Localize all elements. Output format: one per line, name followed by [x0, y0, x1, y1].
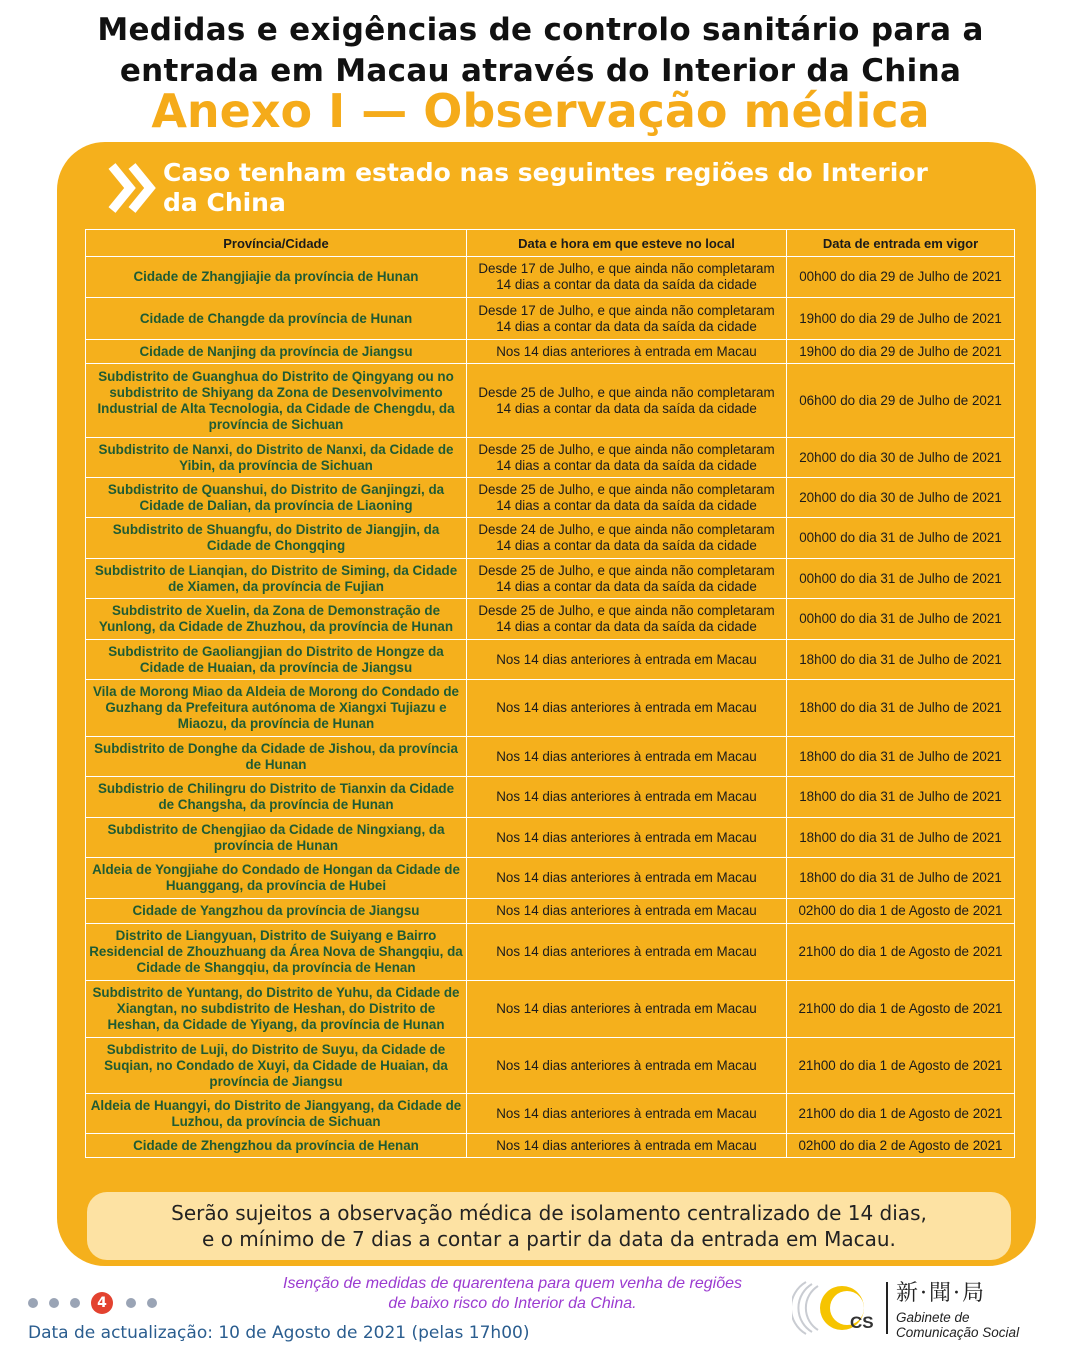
double-chevron-right-icon: [106, 160, 158, 216]
effective-date-cell: 00h00 do dia 29 de Julho de 2021: [787, 257, 1015, 298]
period-cell: Nos 14 dias anteriores à entrada em Macau: [467, 818, 787, 858]
effective-date-cell: 20h00 do dia 30 de Julho de 2021: [787, 478, 1015, 518]
place-cell: Subdistrito de Chengjiao da Cidade de Ningxiang, da província de Hunan: [86, 818, 467, 858]
place-cell: Subdistrito de Quanshui, do Distrito de Ganjingzi, da Cidade de Dalian, da província de Liaoning: [86, 478, 467, 518]
place-cell: Subdistrio de Chilingru do Distrito de Tianxin da Cidade de Changsha, da província de Hunan: [86, 777, 467, 818]
column-header-period: Data e hora em que esteve no local: [467, 230, 787, 257]
place-cell: Cidade de Nanjing da província de Jiangsu: [86, 340, 467, 364]
quarantine-note-line-2: e o mínimo de 7 dias a contar a partir da data da entrada em Macau.: [202, 1227, 896, 1251]
table-row: [86, 364, 1015, 438]
effective-date-cell: 21h00 do dia 1 de Agosto de 2021: [787, 924, 1015, 981]
effective-date-cell: 21h00 do dia 1 de Agosto de 2021: [787, 1094, 1015, 1134]
table-row: [86, 858, 1015, 899]
period-cell: Nos 14 dias anteriores à entrada em Macau: [467, 981, 787, 1038]
page-dot[interactable]: [28, 1298, 38, 1308]
column-header-effective: Data de entrada em vigor: [787, 230, 1015, 257]
table-row: [86, 1134, 1015, 1158]
table-row: [86, 1038, 1015, 1094]
place-cell: Subdistrito de Shuangfu, do Distrito de Jiangjin, da Cidade de Chongqing: [86, 518, 467, 559]
regions-table: [85, 229, 1015, 1158]
table-row: [86, 737, 1015, 777]
table-row: [86, 640, 1015, 680]
place-cell: Aldeia de Yongjiahe do Condado de Hongan da Cidade de Huanggang, da província de Hubei: [86, 858, 467, 899]
effective-date-cell: 00h00 do dia 31 de Julho de 2021: [787, 599, 1015, 640]
period-cell: Nos 14 dias anteriores à entrada em Macau: [467, 858, 787, 899]
effective-date-cell: 18h00 do dia 31 de Julho de 2021: [787, 777, 1015, 818]
period-cell: Desde 24 de Julho, e que ainda não completaram 14 dias a contar da data da saída da cidade: [467, 518, 787, 559]
period-cell: Nos 14 dias anteriores à entrada em Macau: [467, 1038, 787, 1094]
period-cell: Desde 25 de Julho, e que ainda não completaram 14 dias a contar da data da saída da cidade: [467, 438, 787, 478]
exemption-note-line-1: Isenção de medidas de quarentena para quem venha de regiões: [283, 1275, 742, 1292]
effective-date-cell: 18h00 do dia 31 de Julho de 2021: [787, 640, 1015, 680]
period-cell: Nos 14 dias anteriores à entrada em Macau: [467, 1094, 787, 1134]
logo-chinese-name: 新·聞·局: [896, 1281, 986, 1306]
place-cell: Cidade de Zhangjiajie da província de Hunan: [86, 257, 467, 298]
period-cell: Desde 17 de Julho, e que ainda não completaram 14 dias a contar da data da saída da cidade: [467, 298, 787, 340]
period-cell: Nos 14 dias anteriores à entrada em Macau: [467, 777, 787, 818]
logo-portuguese-name: [896, 1310, 1019, 1340]
page-title: [0, 10, 1081, 92]
table-row: [86, 518, 1015, 559]
effective-date-cell: 18h00 do dia 31 de Julho de 2021: [787, 737, 1015, 777]
table-row: [86, 599, 1015, 640]
logo-divider: [886, 1282, 888, 1334]
effective-date-cell: 02h00 do dia 2 de Agosto de 2021: [787, 1134, 1015, 1158]
page-dot[interactable]: [126, 1298, 136, 1308]
place-cell: Aldeia de Huangyi, do Distrito de Jiangyang, da Cidade de Luzhou, da província de Sichuan: [86, 1094, 467, 1134]
effective-date-cell: 00h00 do dia 31 de Julho de 2021: [787, 559, 1015, 599]
period-cell: Nos 14 dias anteriores à entrada em Macau: [467, 1134, 787, 1158]
update-date: Data de actualização: 10 de Agosto de 2021 (pelas 17h00): [28, 1323, 530, 1343]
effective-date-cell: 18h00 do dia 31 de Julho de 2021: [787, 818, 1015, 858]
table-row: [86, 680, 1015, 737]
place-cell: Subdistrito de Gaoliangjian do Distrito de Hongze da Cidade de Huaian, da província de Jiangsu: [86, 640, 467, 680]
table-row: [86, 438, 1015, 478]
place-cell: Cidade de Zhengzhou da província de Henan: [86, 1134, 467, 1158]
title-line-1: Medidas e exigências de controlo sanitário para a: [97, 12, 984, 48]
period-cell: Desde 25 de Julho, e que ainda não completaram 14 dias a contar da data da saída da cidade: [467, 478, 787, 518]
effective-date-cell: 19h00 do dia 29 de Julho de 2021: [787, 340, 1015, 364]
period-cell: Nos 14 dias anteriores à entrada em Macau: [467, 640, 787, 680]
place-cell: Subdistrito de Guanghua do Distrito de Qingyang ou no subdistrito de Shiyang da Zona de Desenvolvimento Industrial de Alta Tecnologia, da Cidade de Chengdu, da província de Sichuan: [86, 364, 467, 438]
place-cell: Subdistrito de Nanxi, do Distrito de Nanxi, da Cidade de Yibin, da província de Sichuan: [86, 438, 467, 478]
table-row: [86, 981, 1015, 1038]
column-header-place: Província/Cidade: [86, 230, 467, 257]
period-cell: Desde 25 de Julho, e que ainda não completaram 14 dias a contar da data da saída da cidade: [467, 559, 787, 599]
period-cell: Desde 17 de Julho, e que ainda não completaram 14 dias a contar da data da saída da cidade: [467, 257, 787, 298]
period-cell: Desde 25 de Julho, e que ainda não completaram 14 dias a contar da data da saída da cidade: [467, 364, 787, 438]
table-row: [86, 1094, 1015, 1134]
exemption-note: [240, 1274, 785, 1314]
table-row: [86, 818, 1015, 858]
place-cell: Subdistrito de Donghe da Cidade de Jishou, da província de Hunan: [86, 737, 467, 777]
period-cell: Desde 25 de Julho, e que ainda não completaram 14 dias a contar da data da saída da cidade: [467, 599, 787, 640]
effective-date-cell: 21h00 do dia 1 de Agosto de 2021: [787, 981, 1015, 1038]
place-cell: Vila de Morong Miao da Aldeia de Morong do Condado de Guzhang da Prefeitura autónoma de Xiangxi Tujiazu e Miaozu, da província de Hunan: [86, 680, 467, 737]
table-row: [86, 924, 1015, 981]
period-cell: Nos 14 dias anteriores à entrada em Macau: [467, 680, 787, 737]
place-cell: Cidade de Changde da província de Hunan: [86, 298, 467, 340]
place-cell: Subdistrito de Xuelin, da Zona de Demonstração de Yunlong, da Cidade de Zhuzhou, da província de Hunan: [86, 599, 467, 640]
period-cell: Nos 14 dias anteriores à entrada em Macau: [467, 899, 787, 924]
table-row: [86, 478, 1015, 518]
effective-date-cell: 06h00 do dia 29 de Julho de 2021: [787, 364, 1015, 438]
period-cell: Nos 14 dias anteriores à entrada em Macau: [467, 924, 787, 981]
period-cell: Nos 14 dias anteriores à entrada em Macau: [467, 340, 787, 364]
logo-name-line-1: Gabinete de: [896, 1310, 970, 1325]
table-row: [86, 298, 1015, 340]
place-cell: Subdistrito de Lianqian, do Distrito de Siming, da Cidade de Xiamen, da província de Fujian: [86, 559, 467, 599]
page-dot-current[interactable]: 4: [91, 1292, 113, 1314]
period-cell: Nos 14 dias anteriores à entrada em Macau: [467, 737, 787, 777]
quarantine-note-line-1: Serão sujeitos a observação médica de isolamento centralizado de 14 dias,: [171, 1201, 927, 1225]
exemption-note-line-2: de baixo risco do Interior da China.: [388, 1295, 637, 1312]
effective-date-cell: 02h00 do dia 1 de Agosto de 2021: [787, 899, 1015, 924]
table-row: [86, 559, 1015, 599]
page-subtitle: Anexo I — Observação médica: [151, 84, 930, 138]
quarantine-note: [87, 1192, 1011, 1260]
panel-heading: [163, 158, 983, 218]
effective-date-cell: 18h00 do dia 31 de Julho de 2021: [787, 680, 1015, 737]
place-cell: Cidade de Yangzhou da província de Jiangsu: [86, 899, 467, 924]
effective-date-cell: 19h00 do dia 29 de Julho de 2021: [787, 298, 1015, 340]
panel-heading-line-2: da China: [163, 188, 286, 217]
table-row: [86, 899, 1015, 924]
gcs-logo-icon: [792, 1272, 888, 1344]
page-dot[interactable]: [147, 1298, 157, 1308]
effective-date-cell: 18h00 do dia 31 de Julho de 2021: [787, 858, 1015, 899]
svg-text:CS: CS: [850, 1313, 874, 1332]
place-cell: Distrito de Liangyuan, Distrito de Suiyang e Bairro Residencial de Zhouzhuang da Área Nova de Shangqiu, da Cidade de Shangqiu, da província de Henan: [86, 924, 467, 981]
effective-date-cell: 00h00 do dia 31 de Julho de 2021: [787, 518, 1015, 559]
effective-date-cell: 20h00 do dia 30 de Julho de 2021: [787, 438, 1015, 478]
table-row: [86, 340, 1015, 364]
page-dot[interactable]: [70, 1298, 80, 1308]
logo-name-line-2: Comunicação Social: [896, 1325, 1020, 1340]
page-dot[interactable]: [49, 1298, 59, 1308]
table-row: [86, 777, 1015, 818]
place-cell: Subdistrito de Yuntang, do Distrito de Yuhu, da Cidade de Xiangtan, no subdistrito de Heshan, do Distrito de Heshan, da Cidade de Yiyang, da província de Hunan: [86, 981, 467, 1038]
place-cell: Subdistrito de Luji, do Distrito de Suyu, da Cidade de Suqian, no Condado de Xuyi, da Cidade de Huaian, da província de Jiangsu: [86, 1038, 467, 1094]
table-header-row: [86, 230, 1015, 257]
panel-heading-line-1: Caso tenham estado nas seguintes regiões do Interior: [163, 158, 928, 187]
table-row: [86, 257, 1015, 298]
effective-date-cell: 21h00 do dia 1 de Agosto de 2021: [787, 1038, 1015, 1094]
title-line-2: entrada em Macau através do Interior da China: [119, 53, 962, 89]
